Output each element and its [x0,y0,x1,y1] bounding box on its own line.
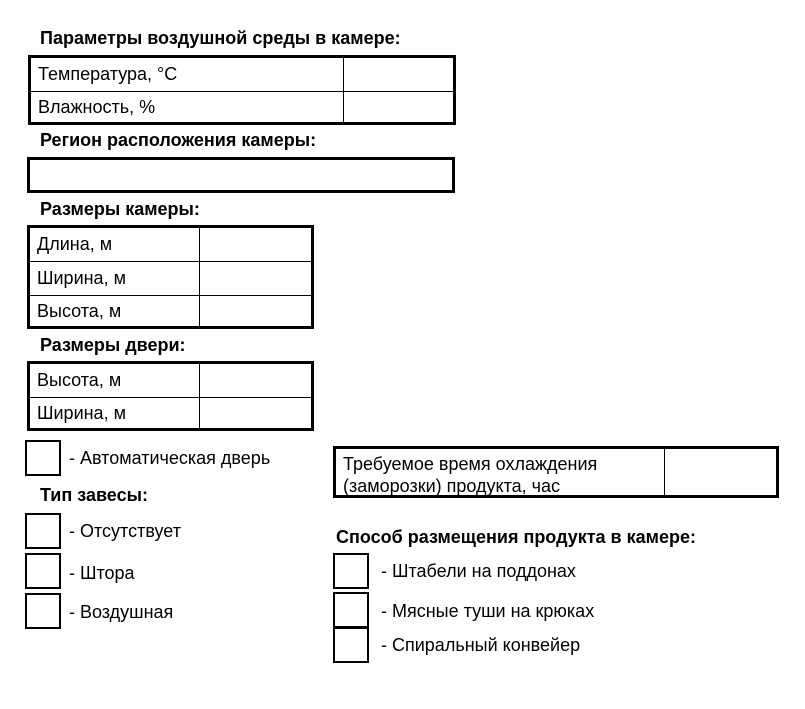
placement-pallets-label: - Штабели на поддонах [381,561,576,581]
chamber-size-table [27,225,314,329]
air-params-title: Параметры воздушной среды в камере: [40,28,401,48]
auto-door-checkbox[interactable] [25,440,61,476]
table-row [30,397,311,428]
cooling-time-input[interactable] [664,449,776,495]
placement-pallets-checkbox[interactable] [333,553,369,589]
cooling-time-label [343,453,597,497]
curtain-none-label: - Отсутствует [69,521,181,541]
placement-hooks-label: - Мясные туши на крюках [381,601,595,621]
height-input[interactable] [199,296,311,326]
table-row [31,58,453,91]
table-row [30,228,311,261]
curtain-air-checkbox[interactable] [25,593,61,629]
placement-hooks-checkbox[interactable] [333,592,369,628]
humidity-input[interactable] [343,92,453,122]
curtain-none-checkbox[interactable] [25,513,61,549]
placement-spiral-checkbox[interactable] [333,627,369,663]
door-height-label: Высота, м [37,370,122,390]
height-label: Высота, м [37,300,122,321]
width-input[interactable] [199,262,311,295]
table-row [30,364,311,397]
door-size-title: Размеры двери: [40,335,186,355]
table-row [30,261,311,295]
door-height-input[interactable] [199,364,311,397]
cooling-time-label-line1: Требуемое время охлаждения [343,454,598,474]
curtain-air-label: - Воздушная [69,602,174,622]
length-input[interactable] [199,228,311,261]
table-row [30,295,311,326]
humidity-label: Влажность, % [38,96,156,117]
curtain-drape-checkbox[interactable] [25,553,61,589]
auto-door-label: - Автоматическая дверь [69,448,271,468]
width-label: Ширина, м [37,268,126,288]
chamber-size-title: Размеры камеры: [40,199,200,219]
door-size-table [27,361,314,431]
curtain-drape-label: - Штора [69,563,135,583]
region-input[interactable] [27,157,455,193]
placement-spiral-label: - Спиральный конвейер [381,635,581,655]
air-params-table [28,55,456,125]
door-width-label: Ширина, м [37,402,126,423]
curtain-type-title: Тип завесы: [40,485,148,505]
region-title: Регион расположения камеры: [40,130,317,150]
door-width-input[interactable] [199,398,311,428]
placement-title: Способ размещения продукта в камере: [336,527,696,547]
cooling-time-label-line2: (заморозки) продукта, час [343,476,561,496]
length-label: Длина, м [37,234,113,254]
cooling-time-table [333,446,779,498]
temperature-input[interactable] [343,58,453,91]
table-row [31,91,453,122]
temperature-label: Температура, °C [38,64,178,84]
